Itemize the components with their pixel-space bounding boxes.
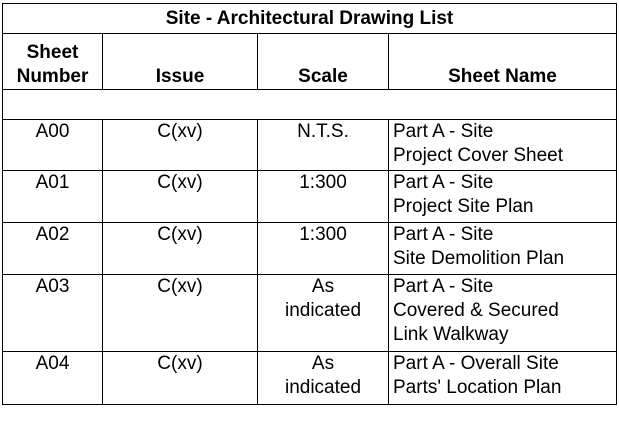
header-sheet-name: Sheet Name	[389, 34, 617, 90]
issue-cell: C(xv)	[103, 120, 258, 171]
sheet-name-cell: Part A - Site Covered & Secured Link Walkway	[389, 275, 617, 352]
drawing-list-table	[2, 3, 617, 405]
sheet-name-cell: Part A - Overall Site Parts' Location Plan	[389, 352, 617, 405]
issue-cell: C(xv)	[103, 171, 258, 223]
table-row	[3, 171, 617, 223]
sheet-number-cell: A02	[3, 223, 103, 275]
sheet-number-cell: A03	[3, 275, 103, 352]
sheet-name-cell: Part A - Site Site Demolition Plan	[389, 223, 617, 275]
issue-cell: C(xv)	[103, 352, 258, 405]
table-row	[3, 120, 617, 171]
scale-cell: As indicated	[258, 275, 389, 352]
issue-cell: C(xv)	[103, 223, 258, 275]
table-title: Site - Architectural Drawing List	[3, 4, 617, 34]
issue-cell: C(xv)	[103, 275, 258, 352]
table-row	[3, 352, 617, 405]
sheet-number-cell: A04	[3, 352, 103, 405]
blank-row	[3, 90, 617, 120]
scale-cell: N.T.S.	[258, 120, 389, 171]
header-scale: Scale	[258, 34, 389, 90]
sheet-number-cell: A00	[3, 120, 103, 171]
scale-cell: As indicated	[258, 352, 389, 405]
scale-cell: 1:300	[258, 223, 389, 275]
header-issue: Issue	[103, 34, 258, 90]
header-sheet-number: Sheet Number	[3, 34, 103, 90]
scale-cell: 1:300	[258, 171, 389, 223]
sheet-number-cell: A01	[3, 171, 103, 223]
table-row	[3, 223, 617, 275]
sheet-name-cell: Part A - Site Project Cover Sheet	[389, 120, 617, 171]
table-row	[3, 275, 617, 352]
sheet-name-cell: Part A - Site Project Site Plan	[389, 171, 617, 223]
